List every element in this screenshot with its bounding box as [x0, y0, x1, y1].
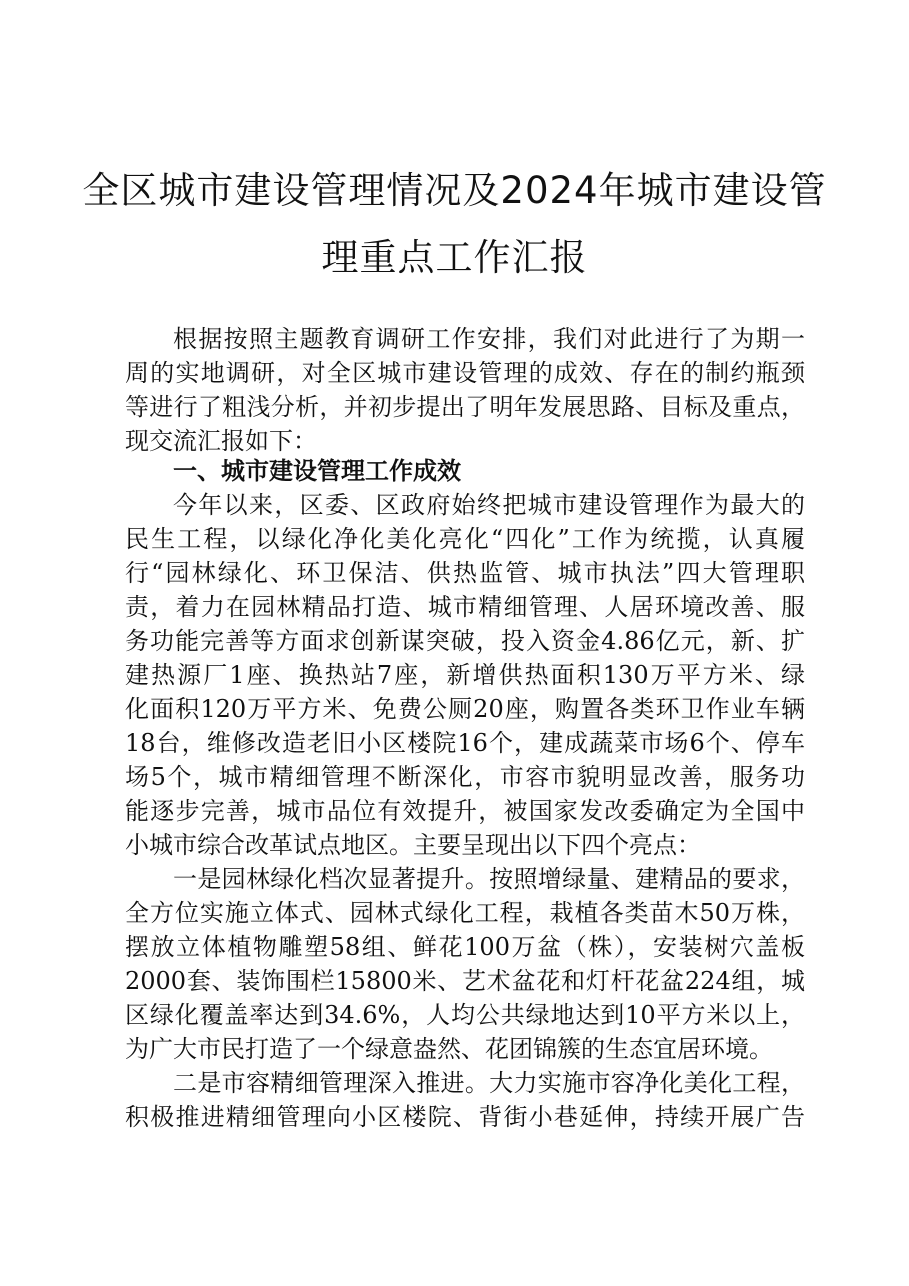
- paragraph-line: 场5个，城市精细管理不断深化，市容市貌明显改善，服务功: [125, 763, 805, 791]
- document-title-line-1: 全区城市建设管理情况及2024年城市建设管: [82, 169, 827, 212]
- paragraph-line: 2000套、装饰围栏15800米、艺术盆花和灯杆花盆224组，城: [125, 967, 805, 995]
- paragraph-line: 今年以来，区委、区政府始终把城市建设管理作为最大的: [173, 491, 805, 519]
- paragraph-line: 建热源厂1座、换热站7座，新增供热面积130万平方米、绿: [125, 661, 805, 689]
- paragraph-line: 化面积120万平方米、免费公厕20座，购置各类环卫作业车辆: [125, 695, 805, 723]
- intro-line: 周的实地调研，对全区城市建设管理的成效、存在的制约瓶颈: [125, 359, 805, 387]
- paragraph-line: 务功能完善等方面求创新谋突破，投入资金4.86亿元，新、扩: [125, 627, 805, 655]
- paragraph-line: 责，着力在园林精品打造、城市精细管理、人居环境改善、服: [125, 593, 805, 621]
- paragraph-line: 区绿化覆盖率达到34.6%，人均公共绿地达到10平方米以上，: [125, 1001, 805, 1029]
- section-heading: 一、城市建设管理工作成效: [173, 457, 461, 485]
- paragraph-line: 民生工程，以绿化净化美化亮化“四化”工作为统揽，认真履: [125, 525, 805, 553]
- paragraph-line: 全方位实施立体式、园林式绿化工程，栽植各类苗木50万株，: [125, 899, 805, 927]
- intro-line: 根据按照主题教育调研工作安排，我们对此进行了为期一: [173, 325, 805, 353]
- intro-line: 等进行了粗浅分析，并初步提出了明年发展思路、目标及重点，: [125, 393, 805, 421]
- paragraph-line: 小城市综合改革试点地区。主要呈现出以下四个亮点：: [125, 831, 701, 859]
- paragraph-line: 摆放立体植物雕塑58组、鲜花100万盆（株），安装树穴盖板: [125, 933, 805, 961]
- paragraph-line: 能逐步完善，城市品位有效提升，被国家发改委确定为全国中: [125, 797, 805, 825]
- document-title-line-2: 理重点工作汇报: [321, 236, 588, 279]
- paragraph-line: 行“园林绿化、环卫保洁、供热监管、城市执法”四大管理职: [125, 559, 805, 587]
- paragraph-line: 一是园林绿化档次显著提升。按照增绿量、建精品的要求，: [173, 865, 805, 893]
- paragraph-line: 18台，维修改造老旧小区楼院16个，建成蔬菜市场6个、停车: [125, 729, 805, 757]
- intro-line: 现交流汇报如下：: [125, 427, 317, 455]
- paragraph-line: 为广大市民打造了一个绿意盎然、花团锦簇的生态宜居环境。: [125, 1035, 773, 1063]
- paragraph-line: 积极推进精细管理向小区楼院、背街小巷延伸，持续开展广告: [125, 1103, 805, 1131]
- paragraph-line: 二是市容精细管理深入推进。大力实施市容净化美化工程，: [173, 1069, 805, 1097]
